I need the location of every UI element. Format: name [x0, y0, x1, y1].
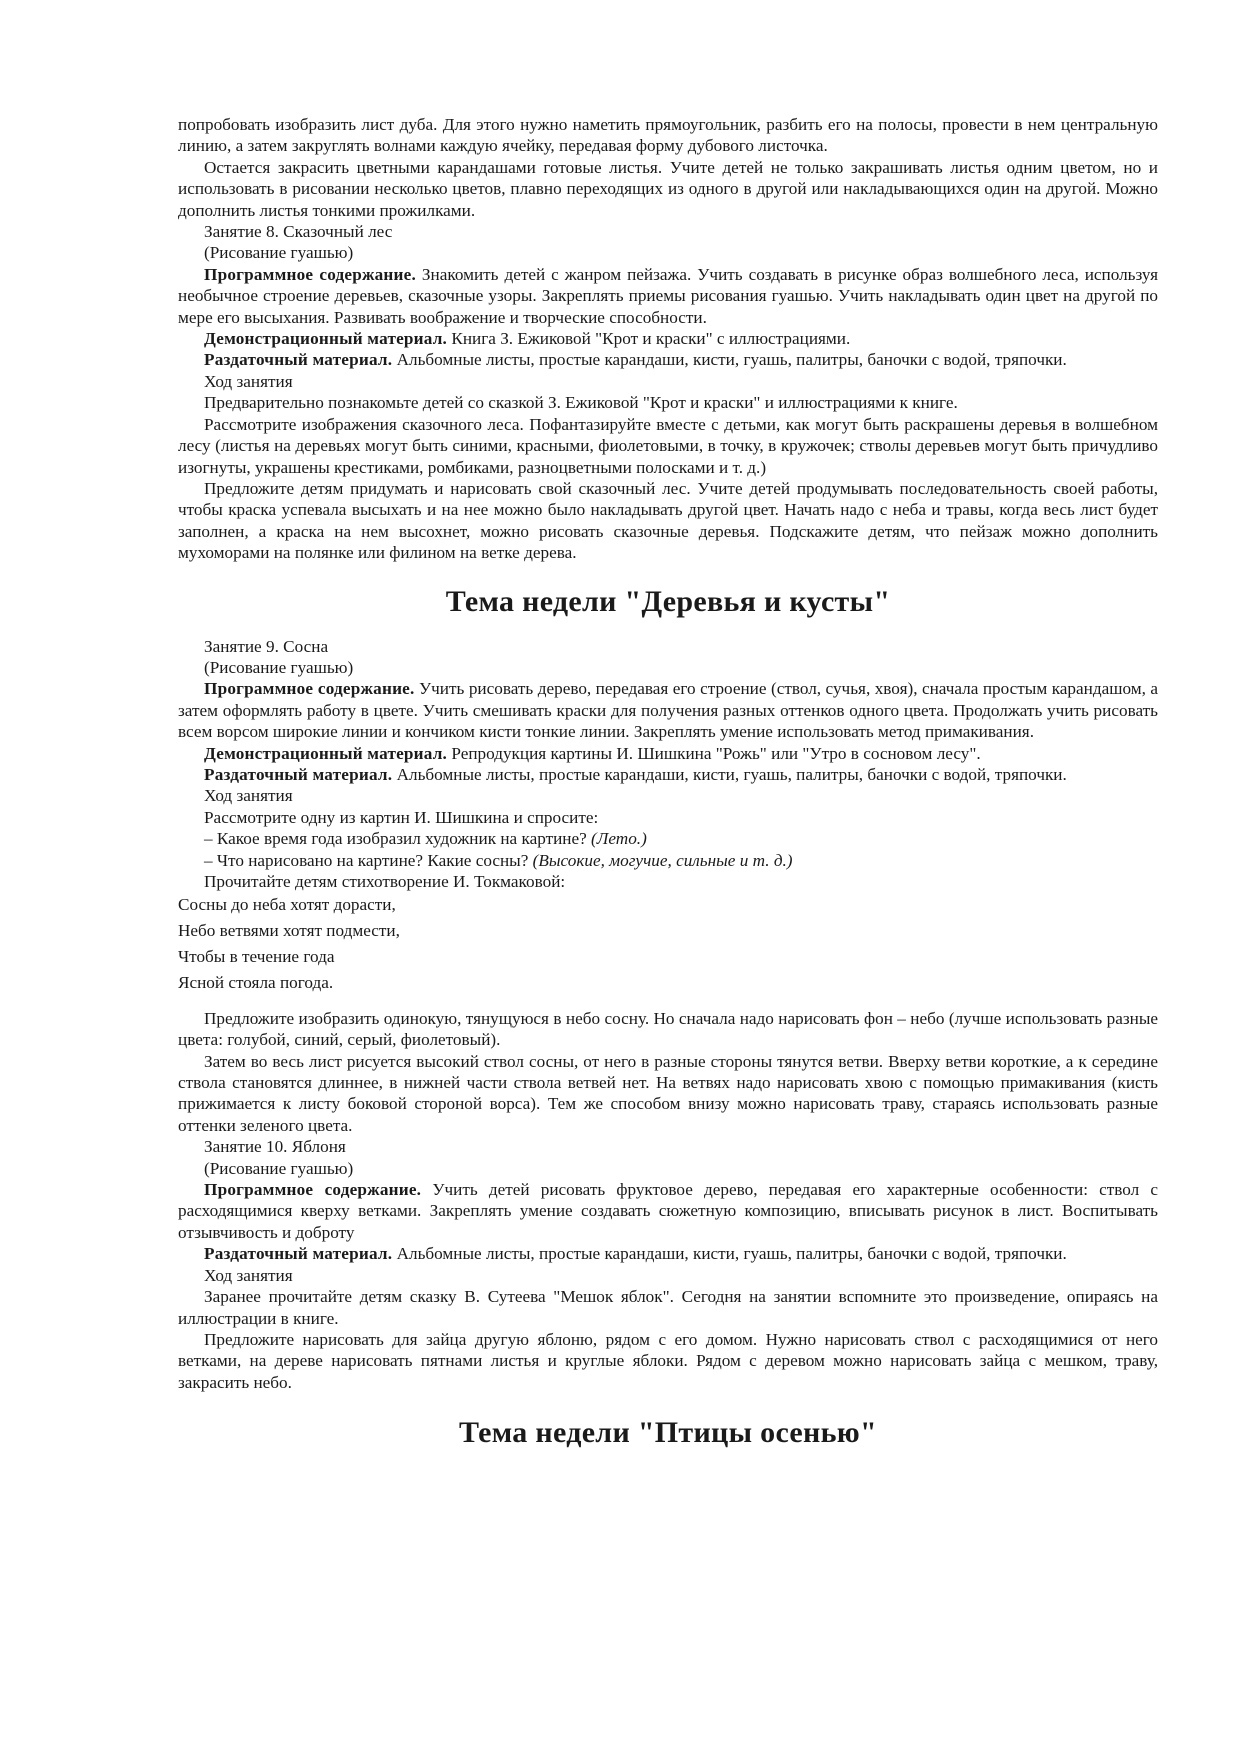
- course-heading: Ход занятия: [204, 786, 293, 806]
- handout-material: Раздаточный материал. Альбомные листы, простые карандаши, кисти, гуашь, палитры, баночки с водой, тряпочки.: [204, 350, 1067, 370]
- week-theme-heading: Тема недели "Деревья и кусты": [445, 584, 891, 618]
- answer-italic: (Лето.): [591, 829, 647, 849]
- paragraph: Предложите изобразить одинокую, тянущуюся в небо сосну. Но сначала надо нарисовать фон – небо (лучше использовать разные цвета: голубой, синий, серый, фиолетовый).: [178, 1008, 1158, 1050]
- poem-line: Небо ветвями хотят подмести,: [178, 921, 400, 941]
- label-bold: Раздаточный материал.: [204, 1244, 393, 1264]
- paragraph: Заранее прочитайте детям сказку В. Сутеева "Мешок яблок". Сегодня на занятии вспомните это произведение, опираясь на иллюстрации в книге.: [178, 1287, 1158, 1328]
- question-line: – Какое время года изобразил художник на картине? (Лето.): [204, 829, 647, 849]
- poem-line: Сосны до неба хотят дорасти,: [178, 895, 396, 915]
- lesson-technique: (Рисование гуашью): [204, 1158, 354, 1178]
- course-heading: Ход занятия: [204, 1265, 293, 1285]
- lesson-title: Занятие 9. Сосна: [204, 636, 329, 656]
- paragraph: Затем во весь лист рисуется высокий ствол сосны, от него в разные стороны тянутся ветви. Вверху ветви короткие, а к середине ствола становятся длиннее, в нижней части ствола ветвей нет. На ветвях надо нарисовать хвою с помощью примакивания (кисть прижимается к листу боковой стороной ворса). Тем же способом внизу можно нарисовать траву, стараясь использовать разные оттенки зеленого цвета.: [178, 1051, 1158, 1135]
- paragraph: Предложите нарисовать для зайца другую яблоню, рядом с его домом. Нужно нарисовать ствол с расходящимися от него ветками, на дереве нарисовать пятнами листья и круглые яблоки. Рядом с деревом можно нарисовать зайца с мешком, траву, закрасить небо.: [178, 1329, 1158, 1392]
- handout-material: Раздаточный материал. Альбомные листы, простые карандаши, кисти, гуашь, палитры, баночки с водой, тряпочки.: [204, 1244, 1067, 1264]
- paragraph: Предложите детям придумать и нарисовать свой сказочный лес. Учите детей продумывать последовательность своей работы, чтобы краска успевала высыхать и на нее можно было накладывать другой цвет. Начать надо с неба и травы, когда весь лист будет заполнен, а краска на нем высохнет, можно рисовать сказочные деревья. Подскажите детям, что пейзаж можно дополнить мухоморами на полянке или филином на ветке дерева.: [178, 478, 1158, 563]
- program-content: Программное содержание. Учить рисовать дерево, передавая его строение (ствол, сучья, хвоя), сначала простым карандашом, а затем оформлять работу в цвете. Учить смешивать краски для получения разных оттенков одного цвета. Продолжать учить рисовать всем ворсом широкие линии и кончиком кисти тонкие линии. Закреплять умение использовать метод примакивания.: [178, 679, 1158, 742]
- course-heading: Ход занятия: [204, 371, 293, 391]
- demo-material: Демонстрационный материал. Книга З. Ежиковой "Крот и краски" с иллюстрациями.: [204, 329, 851, 349]
- poem: [178, 894, 1158, 993]
- handout-material: Раздаточный материал. Альбомные листы, простые карандаши, кисти, гуашь, палитры, баночки с водой, тряпочки.: [204, 764, 1067, 784]
- lesson-title: Занятие 8. Сказочный лес: [204, 222, 393, 242]
- lesson-technique: (Рисование гуашью): [204, 657, 354, 677]
- lesson-technique: (Рисование гуашью): [204, 243, 354, 263]
- week-theme-heading: Тема недели "Птицы осенью": [459, 1416, 877, 1450]
- label-bold: Демонстрационный материал.: [204, 329, 448, 349]
- paragraph: Предварительно познакомьте детей со сказкой З. Ежиковой "Крот и краски" и иллюстрациями к книге.: [204, 393, 958, 413]
- answer-italic: (Высокие, могучие, сильные и т. д.): [532, 850, 793, 870]
- lesson-title: Занятие 10. Яблоня: [204, 1137, 346, 1157]
- question-line: – Что нарисовано на картине? Какие сосны? (Высокие, могучие, сильные и т. д.): [204, 850, 793, 870]
- paragraph: Остается закрасить цветными карандашами готовые листья. Учите детей не только закрашивать листья одним цветом, но и использовать в рисовании несколько цветов, плавно переходящих из одного в другой или накладывающихся один на другой. Можно дополнить листья тонкими прожилками.: [178, 157, 1158, 220]
- paragraph: Прочитайте детям стихотворение И. Токмаковой:: [204, 872, 566, 891]
- label-bold: Раздаточный материал.: [204, 350, 393, 370]
- label-bold: Программное содержание.: [204, 264, 416, 284]
- label-bold: Программное содержание.: [204, 679, 415, 699]
- label-bold: Демонстрационный материал.: [204, 743, 448, 763]
- label-bold: Программное содержание.: [204, 1180, 422, 1200]
- label-bold: Раздаточный материал.: [204, 764, 393, 784]
- document-page: [178, 114, 1158, 1451]
- demo-material: Демонстрационный материал. Репродукция картины И. Шишкина "Рожь" или "Утро в сосновом лесу".: [204, 743, 981, 763]
- program-content: Программное содержание. Знакомить детей с жанром пейзажа. Учить создавать в рисунке образ волшебного леса, используя необычное строение деревьев, сказочные узоры. Закреплять приемы рисования гуашью. Учить накладывать один цвет на другой по мере его высыхания. Развивать воображение и творческие способности.: [178, 264, 1159, 327]
- program-content: Программное содержание. Учить детей рисовать фруктовое дерево, передавая его характерные особенности: ствол с расходящимися кверху ветками. Закреплять умение создавать сюжетную композицию, вписывать рисунок в лист. Воспитывать отзывчивость и доброту: [178, 1180, 1159, 1242]
- poem-line: Ясной стояла погода.: [178, 973, 334, 993]
- paragraph: Рассмотрите одну из картин И. Шишкина и спросите:: [204, 807, 599, 827]
- poem-line: Чтобы в течение года: [178, 947, 335, 967]
- paragraph: Рассмотрите изображения сказочного леса. Пофантазируйте вместе с детьми, как могут быть раскрашены деревья в волшебном лесу (листья на деревьях могут быть синими, красными, фиолетовыми, в точку, в кружочек; стволы деревьев могут быть причудливо изогнуты, украшены крестиками, ромбиками, разноцветными полосками и т. д.): [178, 414, 1158, 477]
- paragraph: попробовать изобразить лист дуба. Для этого нужно наметить прямоугольник, разбить его на полосы, провести в нем центральную линию, а затем закруглять волнами каждую ячейку, передавая форму дубового листочка.: [178, 115, 1158, 156]
